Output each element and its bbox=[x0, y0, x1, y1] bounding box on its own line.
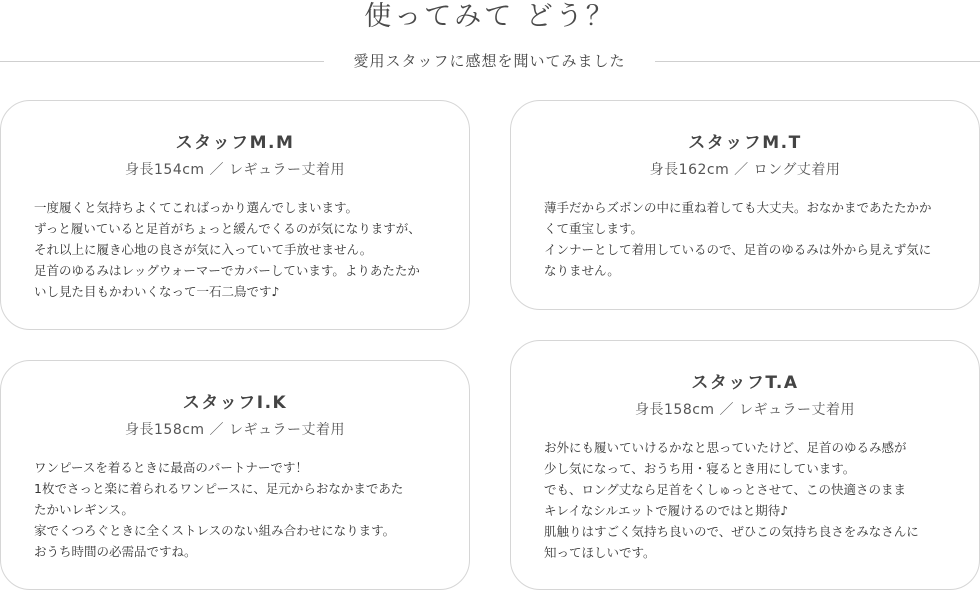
staff-info: 身長158cm ／ レギュラー丈着用 bbox=[125, 422, 345, 438]
comment-line: いし見た目もかわいくなって一石二鳥です♪ bbox=[34, 284, 280, 299]
comment-line: 一度履くと気持ちよくてこればっかり選んでしまいます。 bbox=[34, 200, 359, 215]
staff-info: 身長154cm ／ レギュラー丈着用 bbox=[125, 162, 345, 178]
staff-name: スタッフI.K bbox=[182, 393, 288, 413]
divider-left bbox=[0, 61, 324, 62]
staff-card-mt bbox=[510, 100, 980, 310]
page-title: 使ってみて どう？ bbox=[364, 1, 616, 32]
comment-line: ワンピースを着るときに最高のパートナーです！ bbox=[34, 460, 308, 475]
comment-line: インナーとして着用しているので、足首のゆるみは外から見えず気に bbox=[544, 242, 932, 257]
comment-line: 家でくつろぐときに全くストレスのない組み合わせになります。 bbox=[34, 523, 396, 538]
staff-info: 身長162cm ／ ロング丈着用 bbox=[649, 162, 841, 178]
comment-line: 足首のゆるみはレッグウォーマーでカバーしています。よりあたたか bbox=[34, 263, 420, 278]
page-subtitle: 愛用スタッフに感想を聞いてみました bbox=[353, 52, 626, 70]
comment-line: お外にも履いていけるかなと思っていたけど、足首のゆるみ感が bbox=[544, 440, 907, 455]
staff-comment bbox=[34, 197, 421, 302]
comment-line: 1枚でさっと楽に着られるワンピースに、足元からおなかまであた bbox=[34, 481, 404, 496]
comment-line: 肌触りはすごく気持ち良いので、ぜひこの気持ち良さをみなさんに bbox=[544, 524, 919, 539]
staff-card-mm bbox=[0, 100, 470, 330]
staff-card-ta bbox=[510, 340, 980, 590]
staff-name: スタッフM.T bbox=[688, 133, 802, 153]
divider-right bbox=[655, 61, 980, 62]
staff-name: スタッフM.M bbox=[175, 133, 295, 153]
comment-line: なりません。 bbox=[544, 263, 620, 278]
staff-comment bbox=[544, 197, 932, 281]
subtitle-row bbox=[0, 50, 980, 74]
comment-line: ずっと履いていると足首がちょっと緩んでくるのが気になりますが、 bbox=[34, 221, 421, 236]
staff-card-ik bbox=[0, 360, 470, 590]
comment-line: おうち時間の必需品ですね。 bbox=[34, 544, 197, 559]
comment-line: たかいレギンス。 bbox=[34, 502, 134, 517]
staff-name: スタッフT.A bbox=[691, 373, 799, 393]
staff-comment bbox=[544, 437, 919, 563]
comment-line: 知ってほしいです。 bbox=[544, 545, 656, 560]
staff-info: 身長158cm ／ レギュラー丈着用 bbox=[635, 402, 855, 418]
comment-line: 少し気になって、おうち用・寝るとき用にしています。 bbox=[544, 461, 856, 476]
comment-line: それ以上に履き心地の良さが気に入っていて手放せません。 bbox=[34, 242, 373, 257]
staff-comment bbox=[34, 457, 403, 562]
comment-line: でも、ロング丈なら足首をくしゅっとさせて、この快適さのまま bbox=[544, 482, 907, 497]
comment-line: くて重宝します。 bbox=[544, 221, 644, 236]
comment-line: キレイなシルエットで履けるのではと期待♪ bbox=[544, 503, 789, 518]
comment-line: 薄手だからズボンの中に重ね着しても大丈夫。おなかまであたたかか bbox=[544, 200, 932, 215]
